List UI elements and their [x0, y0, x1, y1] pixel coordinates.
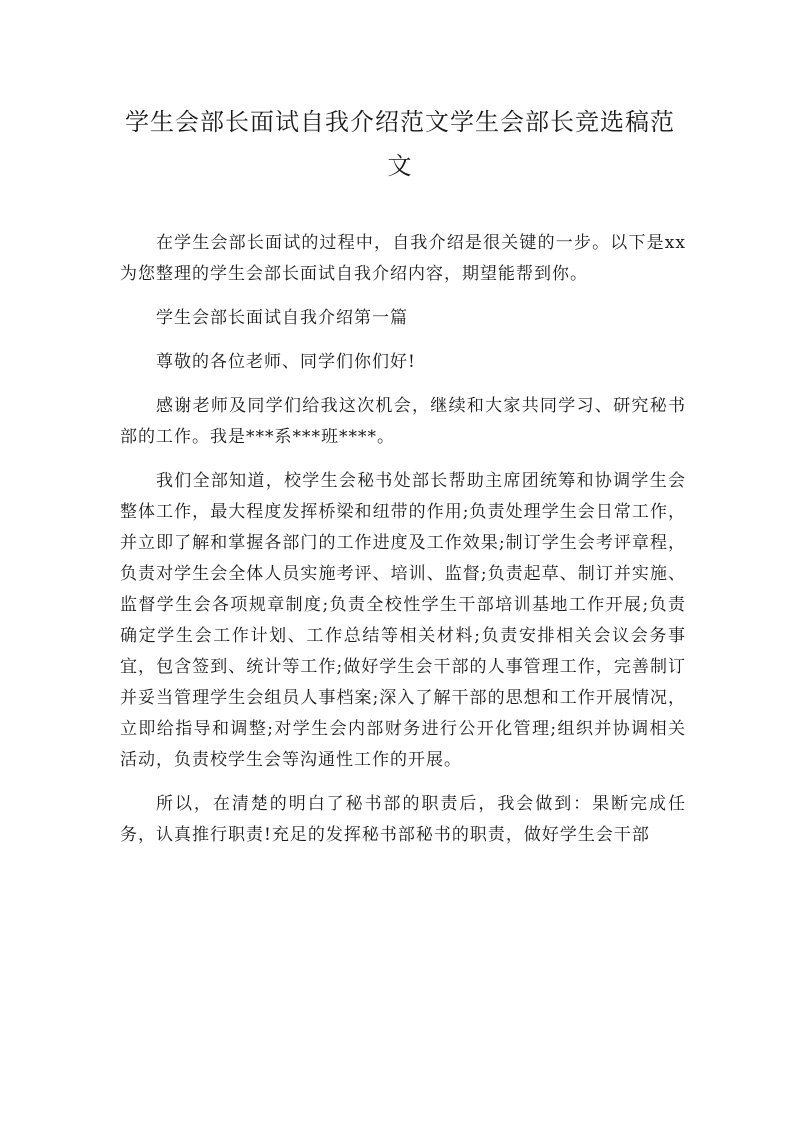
paragraph-duties: 我们全部知道，校学生会秘书处部长帮助主席团统筹和协调学生会整体工作，最大程度发挥桥梁和纽带的作用;负责处理学生会日常工作，并立即了解和掌握各部门的工作进度及工作效果;制订学生会考评章程，负责对学生会全体人员实施考评、培训、监督;负责起草、制订并实施、监督学生会各项规章制度;负责全校性学生干部培训基地工作开展;负责确定学生会工作计划、工作总结等相关材料;负责安排相关会议会务事宜，包含签到、统计等工作;做好学生会干部的人事管理工作，完善制订并妥当管理学生会组员人事档案;深入了解干部的思想和工作开展情况，立即给指导和调整;对学生会内部财务进行公开化管理;组织并协调相关活动，负责校学生会等沟通性工作的开展。	[120, 471, 686, 770]
document-title: 学生会部长面试自我介绍范文学生会部长竞选稿范文	[125, 108, 675, 180]
paragraph-commitment: 所以，在清楚的明白了秘书部的职责后，我会做到：果断完成任务，认真推行职责!充足的发挥秘书部秘书的职责，做好学生会干部	[120, 794, 686, 845]
paragraph-greeting: 尊敬的各位老师、同学们你们好!	[156, 352, 416, 372]
paragraph-intro: 在学生会部长面试的过程中，自我介绍是很关键的一步。以下是xx为您整理的学生会部长面试自我介绍内容，期望能帮到你。	[120, 233, 686, 284]
section-heading: 学生会部长面试自我介绍第一篇	[156, 308, 408, 328]
document-body	[120, 228, 686, 864]
paragraph-thanks: 感谢老师及同学们给我这次机会，继续和大家共同学习、研究秘书部的工作。我是***系***班****。	[120, 396, 686, 447]
